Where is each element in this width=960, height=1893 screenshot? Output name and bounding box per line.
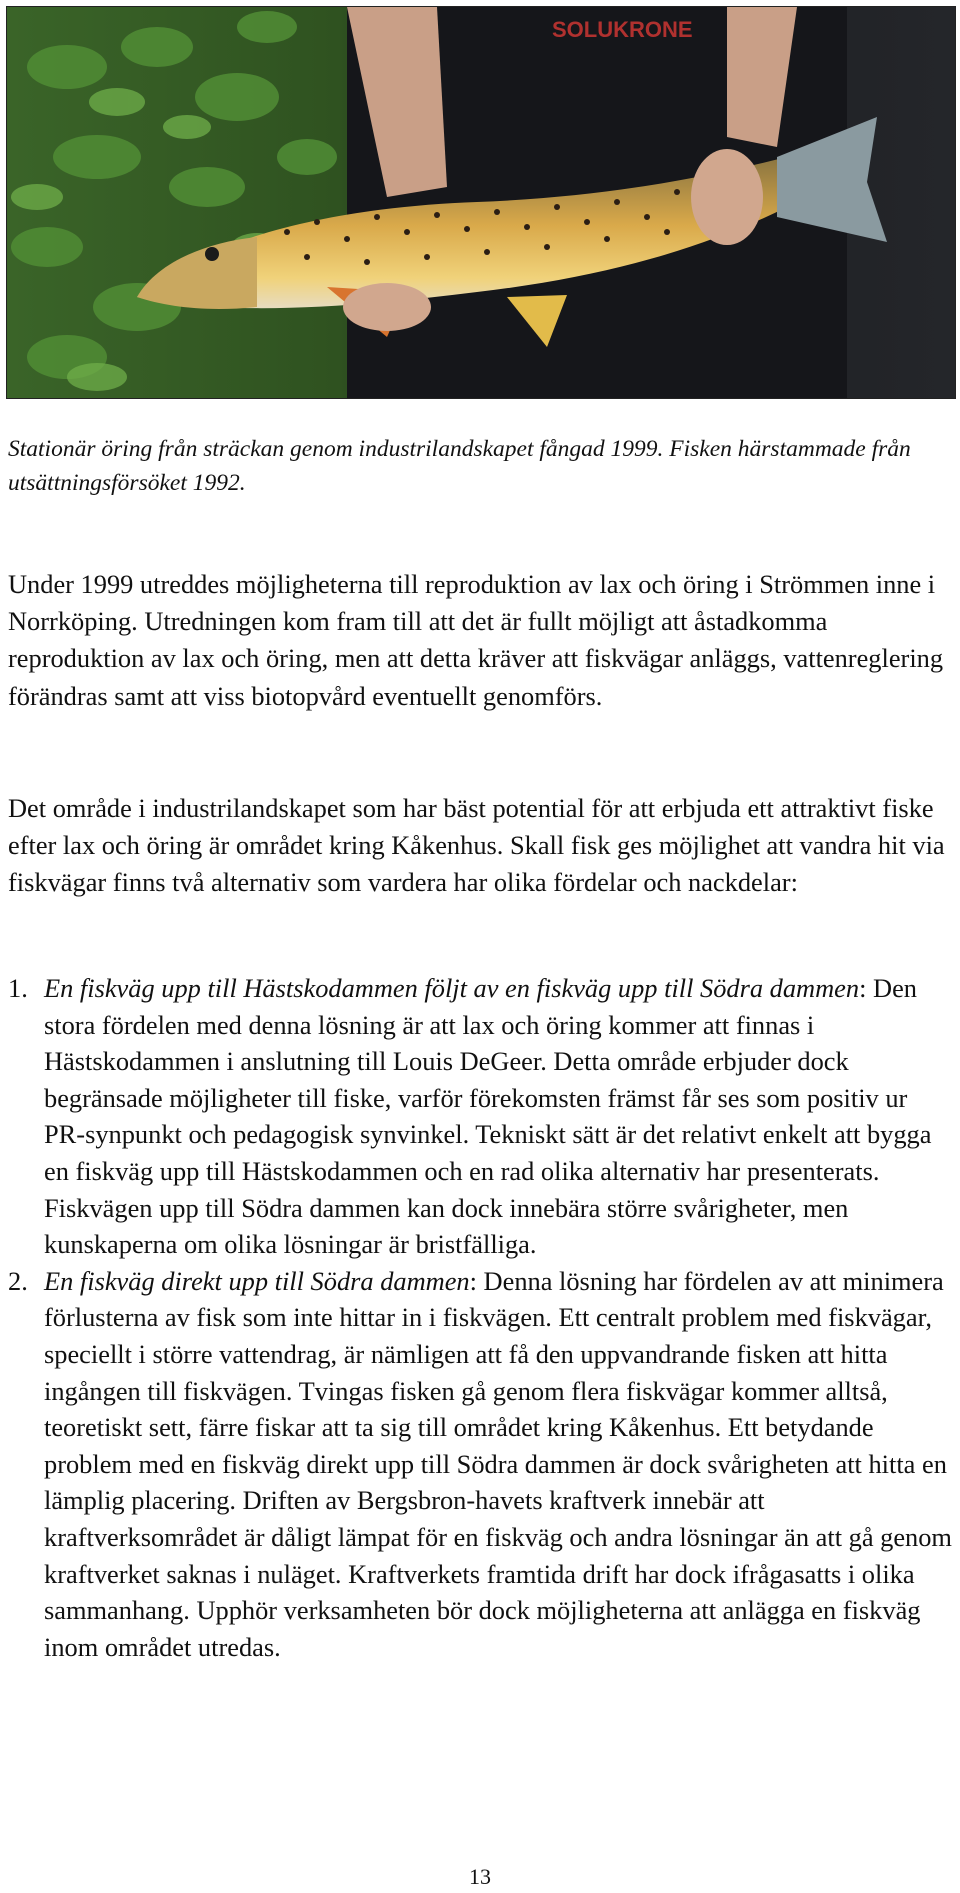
alternatives-list — [8, 970, 952, 1665]
list-item — [8, 1263, 952, 1666]
list-item-body: : Denna lösning har fördelen av att minimera förlusterna av fisk som inte hittar in i fiskvägen. Ett centralt problem med fiskvägar, speciellt i större vattendrag, är nämligen att få den uppvandrande fisken att hitta ingången till fiskvägen. Tvingas fisken gå genom flera fiskvägar kommer alltså, teoretiskt sett, färre fiskar att ta sig till området kring Kåkenhus. Ett betydande problem med en fiskväg direkt upp till Södra dammen är dock svårigheten att hitta en lämplig placering. Driften av Bergsbron-havets kraftverk innebär att kraftverksområdet är dåligt lämpat för en fiskväg och andra lösningar än att gå genom kraftverket saknas i nuläget. Kraftverkets framtida drift har dock ifrågasatts i olika sammanhang. Upphör verksamheten bör dock möjligheterna att anlägga en fiskväg inom området utredas. — [44, 1265, 952, 1662]
photo-caption: Stationär öring från sträckan genom industrilandskapet fångad 1999. Fisken härstammade från utsättningsförsöket 1992. — [8, 436, 911, 496]
paragraph-reproduction: Under 1999 utreddes möjligheterna till reproduktion av lax och öring i Strömmen inne i Norrköping. Utredningen kom fram till att det är fullt möjligt att åstadkomma reproduktion av lax och öring, men att detta kräver att fiskvägar anläggs, vattenreglering förändras samt att viss biotopvård eventuellt genomförs. — [8, 569, 944, 711]
trout-photo — [6, 6, 956, 399]
paragraph-kakenhus: Det område i industrilandskapet som har bäst potential för att erbjuda ett attraktivt fiske efter lax och öring är området kring Kåkenhus. Skall fisk ges möjlighet att vandra hit via fiskvägar finns två alternativ som vardera har olika fördelar och nackdelar: — [8, 793, 945, 898]
list-item-body: : Den stora fördelen med denna lösning är att lax och öring kommer att finnas i Hästskodammen i anslutning till Louis DeGeer. Detta område erbjuder dock begränsade möjligheter till fiske, varför förekomsten främst får ses som positiv ur PR-synpunkt och pedagogisk synvinkel. Tekniskt sätt är det relativt enkelt att bygga en fiskväg upp till Hästskodammen och en rad olika alternativ har presenterats. Fiskvägen upp till Södra dammen kan dock innebära större svårigheter, men kunskaperna om olika lösningar är bristfälliga. — [44, 973, 932, 1260]
page-number: 13 — [469, 1864, 491, 1889]
list-item-number: 1. — [8, 973, 28, 1003]
list-item-number: 2. — [8, 1265, 28, 1296]
trout-photo-icon — [7, 7, 955, 398]
list-item-lead: En fiskväg direkt upp till Södra dammen — [44, 1265, 470, 1296]
list-item — [8, 970, 952, 1263]
svg-text:SOLUKRONE: SOLUKRONE — [552, 17, 693, 42]
list-item-lead: En fiskväg upp till Hästskodammen följt av en fiskväg upp till Södra dammen — [44, 973, 860, 1003]
